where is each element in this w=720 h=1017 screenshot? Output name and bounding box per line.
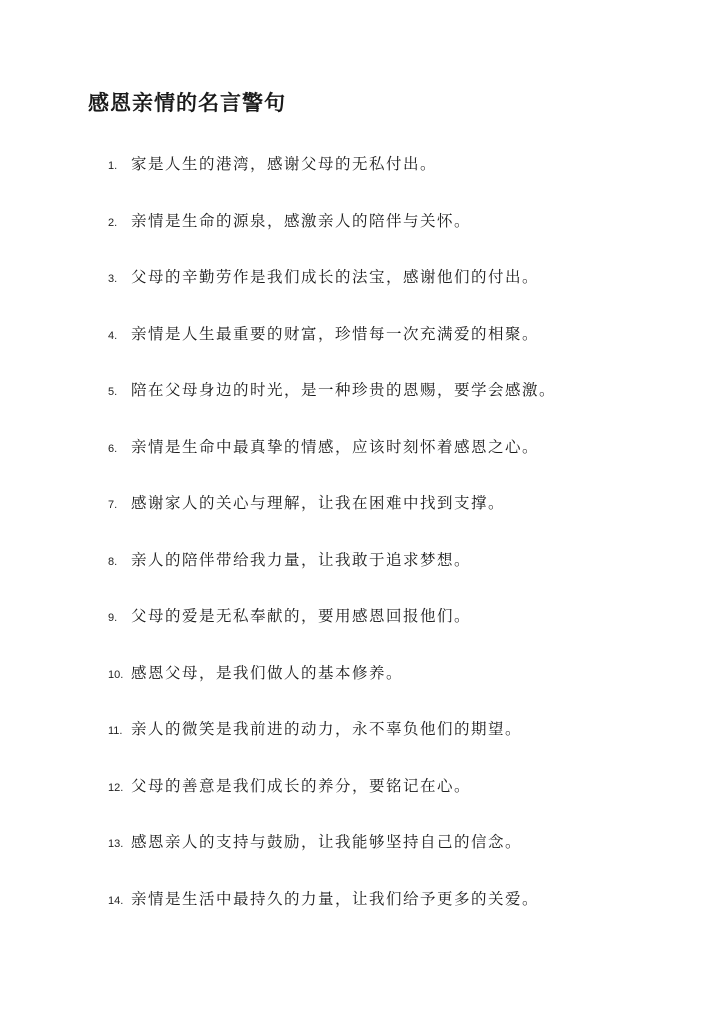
list-item (0, 433, 720, 490)
list-item-number: 8. (108, 555, 118, 568)
list-item (0, 320, 720, 377)
list-item (0, 546, 720, 603)
list-item-text: 感恩亲人的支持与鼓励，让我能够坚持自己的信念。 (131, 833, 523, 851)
list-item (0, 489, 720, 546)
list-item-text: 父母的辛勤劳作是我们成长的法宝，感谢他们的付出。 (131, 268, 540, 286)
list-item-number: 11. (108, 725, 123, 737)
list-item-text: 父母的善意是我们成长的养分，要铭记在心。 (131, 776, 472, 795)
list-item-number: 6. (108, 442, 118, 455)
list-item (0, 376, 720, 433)
quote-list (0, 150, 720, 941)
list-item-text: 陪在父母身边的时光，是一种珍贵的恩赐，要学会感激。 (131, 381, 557, 399)
list-item (0, 828, 720, 885)
list-item (0, 659, 720, 716)
list-item-number: 1. (108, 160, 118, 172)
document-title: 感恩亲情的名言警句 (88, 90, 286, 115)
list-item (0, 207, 720, 264)
list-item-number: 4. (108, 329, 118, 342)
list-item-number: 7. (108, 499, 118, 511)
list-item (0, 885, 720, 942)
list-item-number: 2. (108, 216, 118, 229)
list-item-number: 12. (108, 781, 124, 794)
list-item-text: 父母的爱是无私奉献的，要用感恩回报他们。 (131, 607, 472, 625)
list-item-text: 感恩父母，是我们做人的基本修养。 (131, 663, 404, 682)
list-item-text: 亲情是生命的源泉，感激亲人的陪伴与关怀。 (131, 211, 472, 230)
list-item (0, 150, 720, 207)
list-item-text: 亲人的陪伴带给我力量，让我敢于追求梦想。 (131, 550, 472, 569)
list-item-text: 感谢家人的关心与理解，让我在困难中找到支撑。 (131, 494, 506, 512)
list-item-text: 亲情是人生最重要的财富，珍惜每一次充满爱的相聚。 (131, 324, 540, 343)
list-item-number: 5. (108, 386, 118, 398)
list-item-text: 亲情是生命中最真挚的情感，应该时刻怀着感恩之心。 (131, 437, 540, 456)
list-item-number: 3. (108, 273, 118, 285)
list-item-text: 家是人生的港湾，感谢父母的无私付出。 (131, 155, 438, 173)
list-item-number: 9. (108, 612, 118, 624)
list-item-text: 亲人的微笑是我前进的动力，永不辜负他们的期望。 (131, 720, 523, 738)
list-item-text: 亲情是生活中最持久的力量，让我们给予更多的关爱。 (131, 889, 540, 908)
list-item (0, 772, 720, 829)
list-item-number: 10. (108, 668, 124, 681)
list-item-number: 14. (108, 894, 124, 907)
list-item-number: 13. (108, 838, 124, 850)
list-item (0, 602, 720, 659)
list-item (0, 715, 720, 772)
list-item (0, 263, 720, 320)
